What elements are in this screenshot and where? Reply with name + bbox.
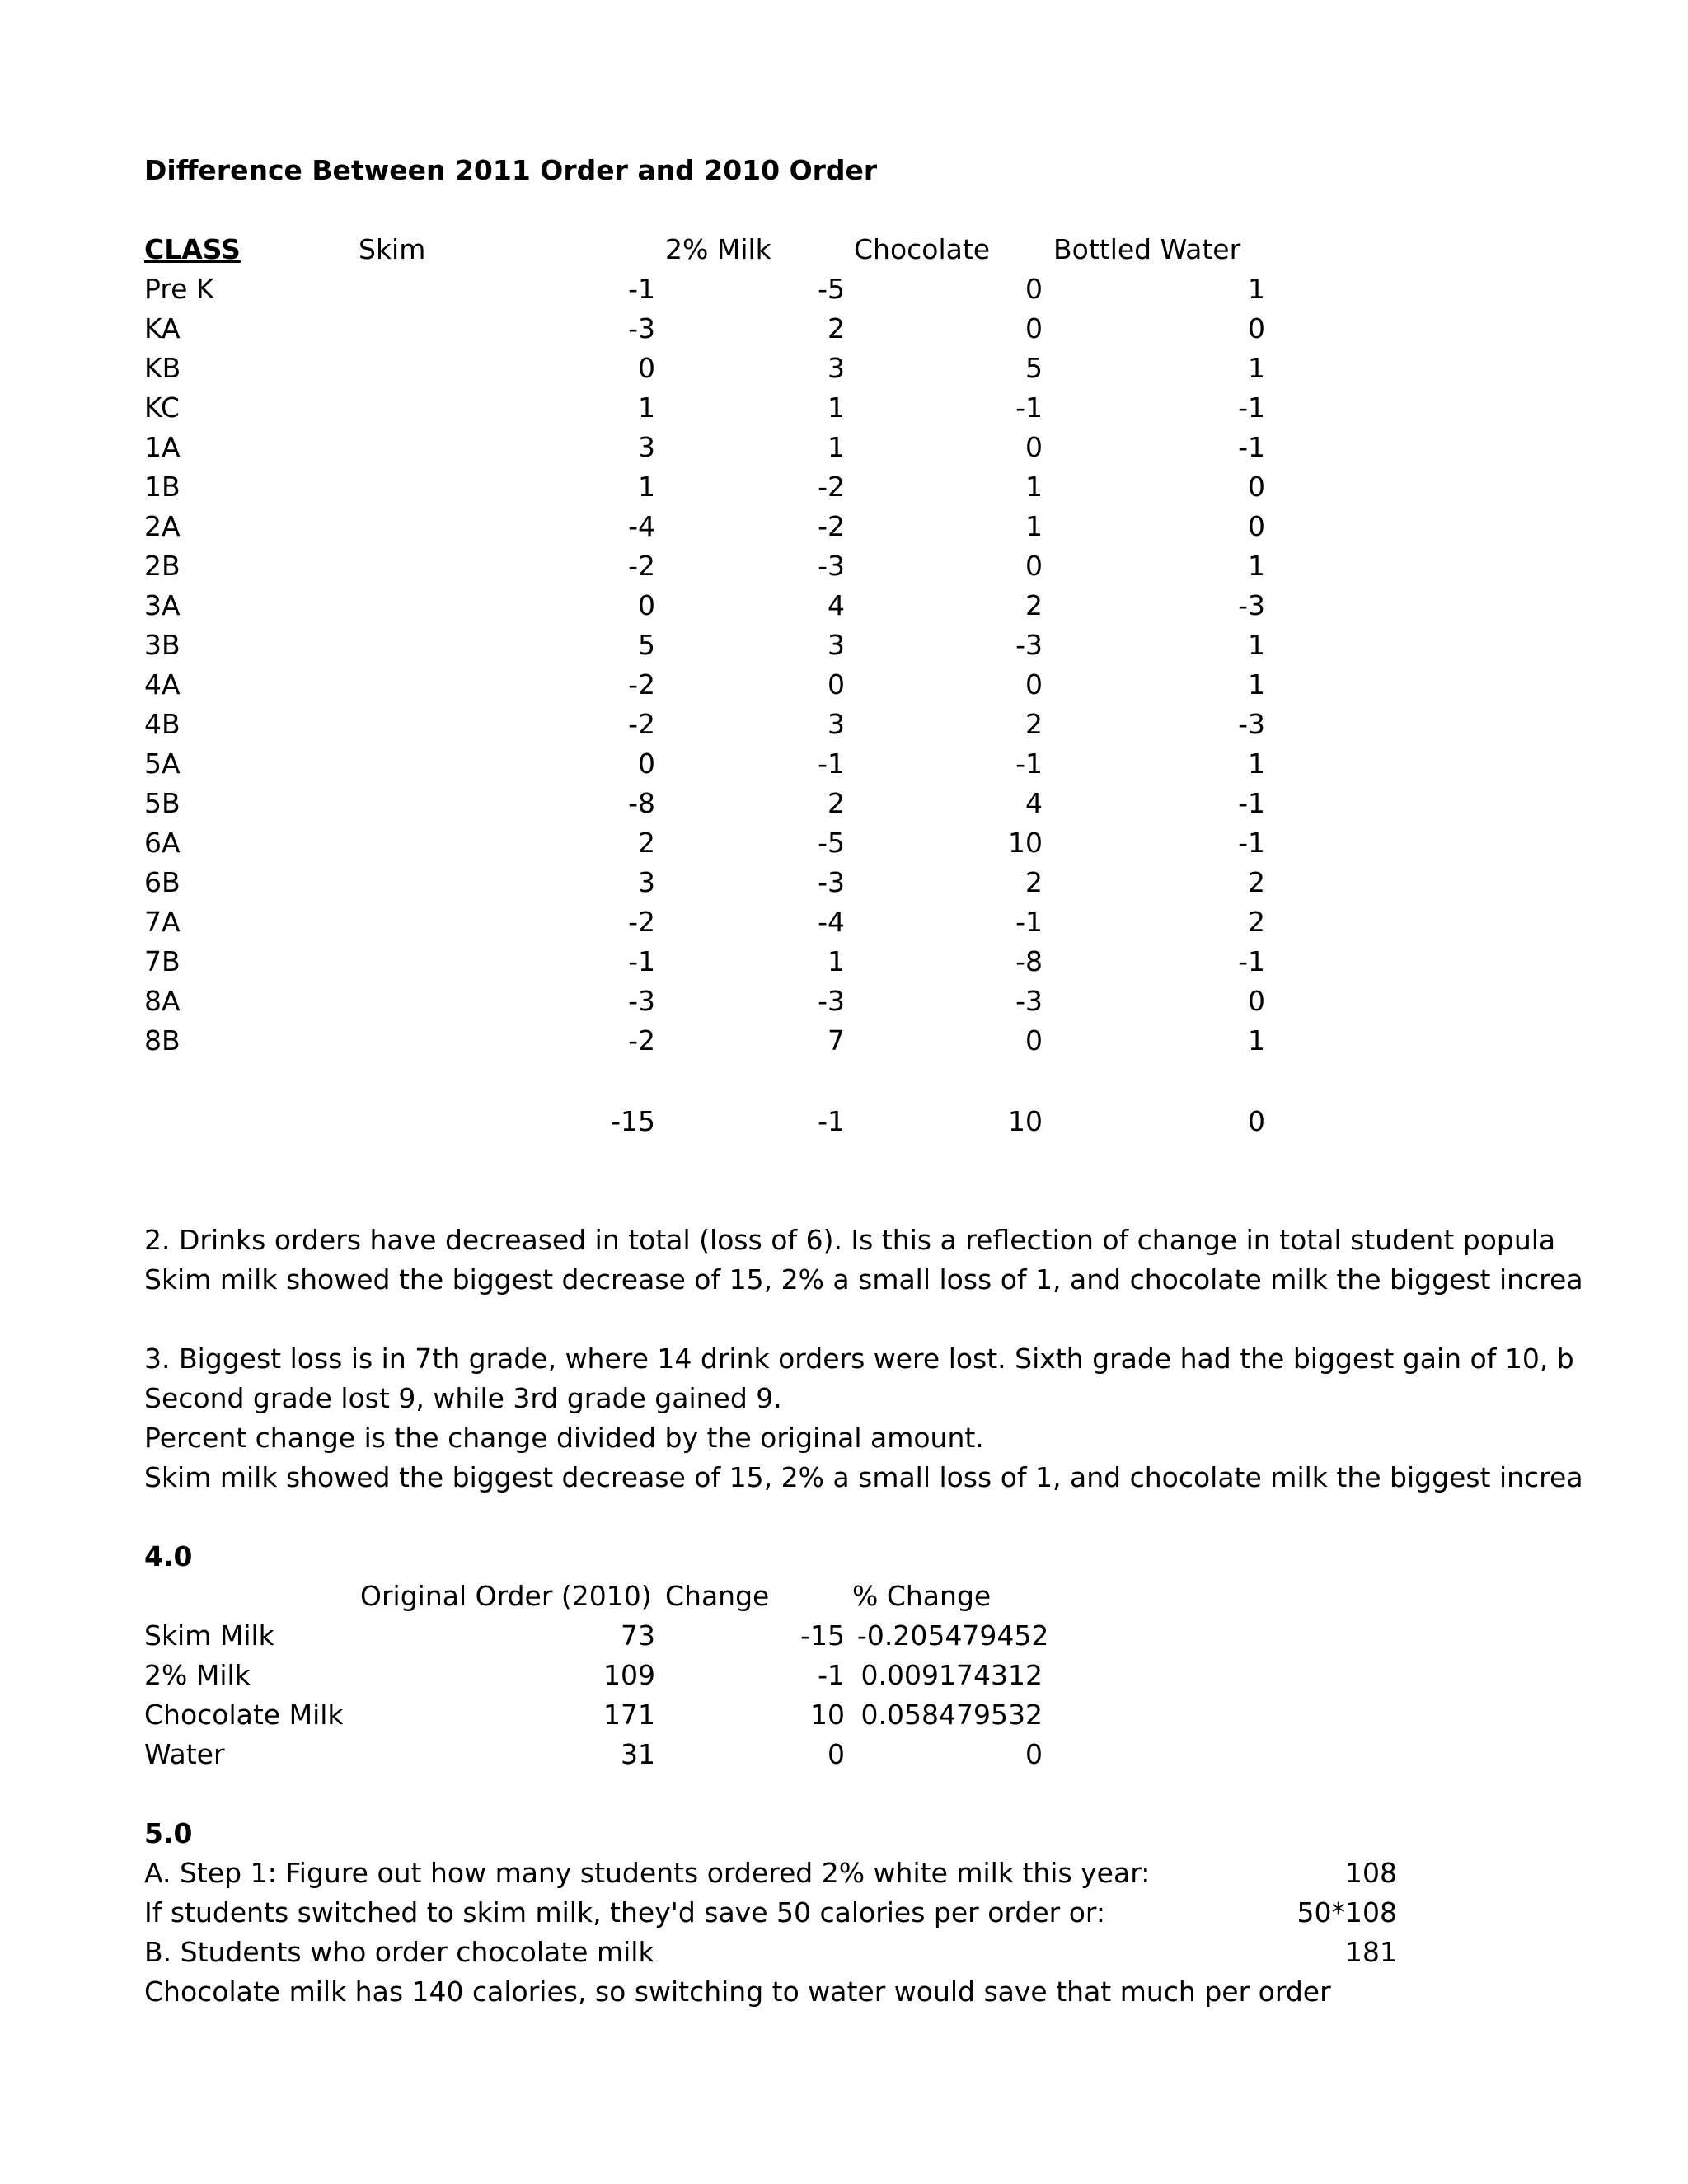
diff-cell: 0: [638, 352, 655, 384]
diff-row-class: 3A: [144, 589, 181, 621]
diff-cell: -5: [818, 273, 845, 305]
diff-row-class: 7B: [144, 945, 181, 977]
diff-cell: 3: [828, 708, 845, 740]
diff-cell: -1: [1238, 391, 1265, 424]
diff-cell: -3: [628, 985, 655, 1017]
diff-cell: -2: [818, 471, 845, 503]
diff-cell: 3: [828, 352, 845, 384]
s4-row-change: -1: [818, 1659, 845, 1691]
diff-cell: -2: [628, 1024, 655, 1057]
diff-cell: -1: [818, 748, 845, 780]
diff-cell: -1: [1238, 787, 1265, 819]
answer-2-line-2: Skim milk showed the biggest decrease of 15, 2% a small loss of 1, and chocolate milk the biggest increa: [144, 1263, 1583, 1296]
diff-cell: -5: [818, 827, 845, 859]
diff-row-class: 5B: [144, 787, 181, 819]
diff-cell: 1: [1248, 629, 1265, 661]
diff-row-class: 6B: [144, 866, 181, 898]
answer-3-line-1: 3. Biggest loss is in 7th grade, where 14 drink orders were lost. Sixth grade had the biggest gain of 10, b: [144, 1343, 1574, 1375]
diff-cell: -3: [818, 550, 845, 582]
diff-row-class: KC: [144, 391, 180, 424]
s4-row-original: 171: [603, 1699, 655, 1731]
diff-cell: 0: [1025, 431, 1043, 463]
diff-cell: 5: [1025, 352, 1043, 384]
diff-cell: 0: [1248, 985, 1265, 1017]
diff-cell: 1: [1248, 1024, 1265, 1057]
s4-header-original-order: Original Order (2010): [360, 1580, 652, 1612]
diff-row-class: 4B: [144, 708, 181, 740]
diff-row-class: KA: [144, 312, 181, 344]
s4-row-original: 109: [603, 1659, 655, 1691]
s5-line-text: If students switched to skim milk, they'd save 50 calories per order or:: [144, 1896, 1106, 1929]
diff-cell: 4: [1025, 787, 1043, 819]
s4-row-name: Chocolate Milk: [144, 1699, 344, 1731]
diff-cell: -3: [1015, 629, 1043, 661]
diff-cell: 0: [638, 748, 655, 780]
diff-cell: 0: [828, 668, 845, 701]
diff-cell: 0: [1248, 471, 1265, 503]
diff-cell: -1: [1015, 748, 1043, 780]
diff-row-class: 1B: [144, 471, 181, 503]
diff-cell: -3: [1238, 589, 1265, 621]
total-bottled-water: 0: [1248, 1105, 1265, 1137]
answer-3-line-2: Second grade lost 9, while 3rd grade gained 9.: [144, 1382, 782, 1414]
header-2pct-milk: 2% Milk: [665, 233, 771, 265]
diff-cell: -2: [628, 668, 655, 701]
diff-cell: 2: [1025, 589, 1043, 621]
total-chocolate: 10: [1008, 1105, 1043, 1137]
diff-cell: 10: [1008, 827, 1043, 859]
diff-row-class: 8A: [144, 985, 181, 1017]
diff-cell: -1: [1238, 827, 1265, 859]
diff-cell: -4: [628, 510, 655, 542]
section-5-heading: 5.0: [144, 1817, 193, 1849]
diff-row-class: Pre K: [144, 273, 214, 305]
diff-cell: 0: [1248, 510, 1265, 542]
diff-cell: 1: [1248, 352, 1265, 384]
s5-line-text: Chocolate milk has 140 calories, so switching to water would save that much per order: [144, 1975, 1331, 2008]
diff-cell: 0: [1248, 312, 1265, 344]
diff-cell: 2: [828, 312, 845, 344]
diff-cell: 0: [1025, 1024, 1043, 1057]
s5-line-value: 108: [1345, 1857, 1397, 1889]
diff-cell: -1: [628, 945, 655, 977]
s4-row-pct-change: 0: [1025, 1738, 1043, 1770]
diff-cell: 0: [638, 589, 655, 621]
diff-cell: 0: [1025, 668, 1043, 701]
s4-row-name: 2% Milk: [144, 1659, 251, 1691]
diff-cell: -1: [1015, 391, 1043, 424]
diff-cell: -3: [1015, 985, 1043, 1017]
diff-cell: -1: [1238, 945, 1265, 977]
diff-cell: 3: [638, 866, 655, 898]
diff-cell: 1: [638, 471, 655, 503]
diff-cell: 3: [828, 629, 845, 661]
s5-line-text: A. Step 1: Figure out how many students ordered 2% white milk this year:: [144, 1857, 1151, 1889]
s5-line-text: B. Students who order chocolate milk: [144, 1936, 654, 1968]
s4-row-change: 0: [828, 1738, 845, 1770]
diff-cell: 4: [828, 589, 845, 621]
diff-cell: 1: [828, 431, 845, 463]
s4-row-pct-change: -0.205479452: [857, 1619, 1049, 1652]
diff-cell: 0: [1025, 550, 1043, 582]
diff-row-class: 3B: [144, 629, 181, 661]
diff-row-class: 2A: [144, 510, 181, 542]
s4-row-pct-change: 0.009174312: [860, 1659, 1043, 1691]
diff-cell: -1: [628, 273, 655, 305]
page-title: Difference Between 2011 Order and 2010 Order: [144, 154, 878, 186]
diff-cell: 3: [638, 431, 655, 463]
diff-cell: -1: [1238, 431, 1265, 463]
diff-row-class: 4A: [144, 668, 181, 701]
diff-cell: 2: [638, 827, 655, 859]
diff-cell: -3: [818, 985, 845, 1017]
diff-cell: 2: [1248, 906, 1265, 938]
diff-cell: 2: [1025, 708, 1043, 740]
answer-2-line-1: 2. Drinks orders have decreased in total (loss of 6). Is this a reflection of change in total student popula: [144, 1224, 1556, 1256]
diff-cell: 5: [638, 629, 655, 661]
header-class: CLASS: [144, 233, 241, 265]
s5-line-value: 181: [1345, 1936, 1397, 1968]
diff-row-class: KB: [144, 352, 181, 384]
diff-cell: 1: [1025, 510, 1043, 542]
header-skim: Skim: [359, 233, 426, 265]
diff-cell: -8: [628, 787, 655, 819]
header-chocolate: Chocolate: [854, 233, 991, 265]
total-2pct-milk: -1: [818, 1105, 845, 1137]
s4-row-original: 31: [621, 1738, 655, 1770]
diff-row-class: 5A: [144, 748, 181, 780]
diff-cell: 1: [1248, 668, 1265, 701]
diff-cell: -1: [1015, 906, 1043, 938]
s4-row-name: Skim Milk: [144, 1619, 274, 1652]
s4-row-original: 73: [621, 1619, 655, 1652]
s4-row-change: 10: [810, 1699, 845, 1731]
diff-cell: 1: [1025, 471, 1043, 503]
diff-row-class: 2B: [144, 550, 181, 582]
diff-cell: 2: [1025, 866, 1043, 898]
diff-cell: -2: [628, 708, 655, 740]
diff-cell: 0: [1025, 273, 1043, 305]
diff-cell: -2: [818, 510, 845, 542]
answer-3-line-4: Skim milk showed the biggest decrease of 15, 2% a small loss of 1, and chocolate milk the biggest increa: [144, 1461, 1583, 1493]
diff-cell: 7: [828, 1024, 845, 1057]
total-skim: -15: [611, 1105, 655, 1137]
diff-cell: -3: [628, 312, 655, 344]
diff-row-class: 7A: [144, 906, 181, 938]
diff-cell: 2: [1248, 866, 1265, 898]
s4-row-change: -15: [800, 1619, 845, 1652]
diff-cell: 1: [1248, 748, 1265, 780]
s5-line-value: 50*108: [1296, 1896, 1397, 1929]
diff-cell: -3: [1238, 708, 1265, 740]
diff-cell: -4: [818, 906, 845, 938]
diff-row-class: 8B: [144, 1024, 181, 1057]
diff-row-class: 1A: [144, 431, 181, 463]
s4-row-pct-change: 0.058479532: [860, 1699, 1043, 1731]
diff-cell: 2: [828, 787, 845, 819]
section-4-heading: 4.0: [144, 1540, 193, 1572]
diff-cell: -3: [818, 866, 845, 898]
diff-cell: 0: [1025, 312, 1043, 344]
s4-row-name: Water: [144, 1738, 225, 1770]
diff-cell: -8: [1015, 945, 1043, 977]
diff-cell: 1: [828, 391, 845, 424]
answer-3-line-3: Percent change is the change divided by the original amount.: [144, 1422, 984, 1454]
s4-header-change: Change: [665, 1580, 770, 1612]
header-bottled-water: Bottled Water: [1053, 233, 1241, 265]
diff-cell: -2: [628, 906, 655, 938]
diff-row-class: 6A: [144, 827, 181, 859]
diff-cell: -2: [628, 550, 655, 582]
diff-cell: 1: [1248, 550, 1265, 582]
diff-cell: 1: [828, 945, 845, 977]
s4-header-pct-change: % Change: [852, 1580, 992, 1612]
diff-cell: 1: [638, 391, 655, 424]
diff-cell: 1: [1248, 273, 1265, 305]
